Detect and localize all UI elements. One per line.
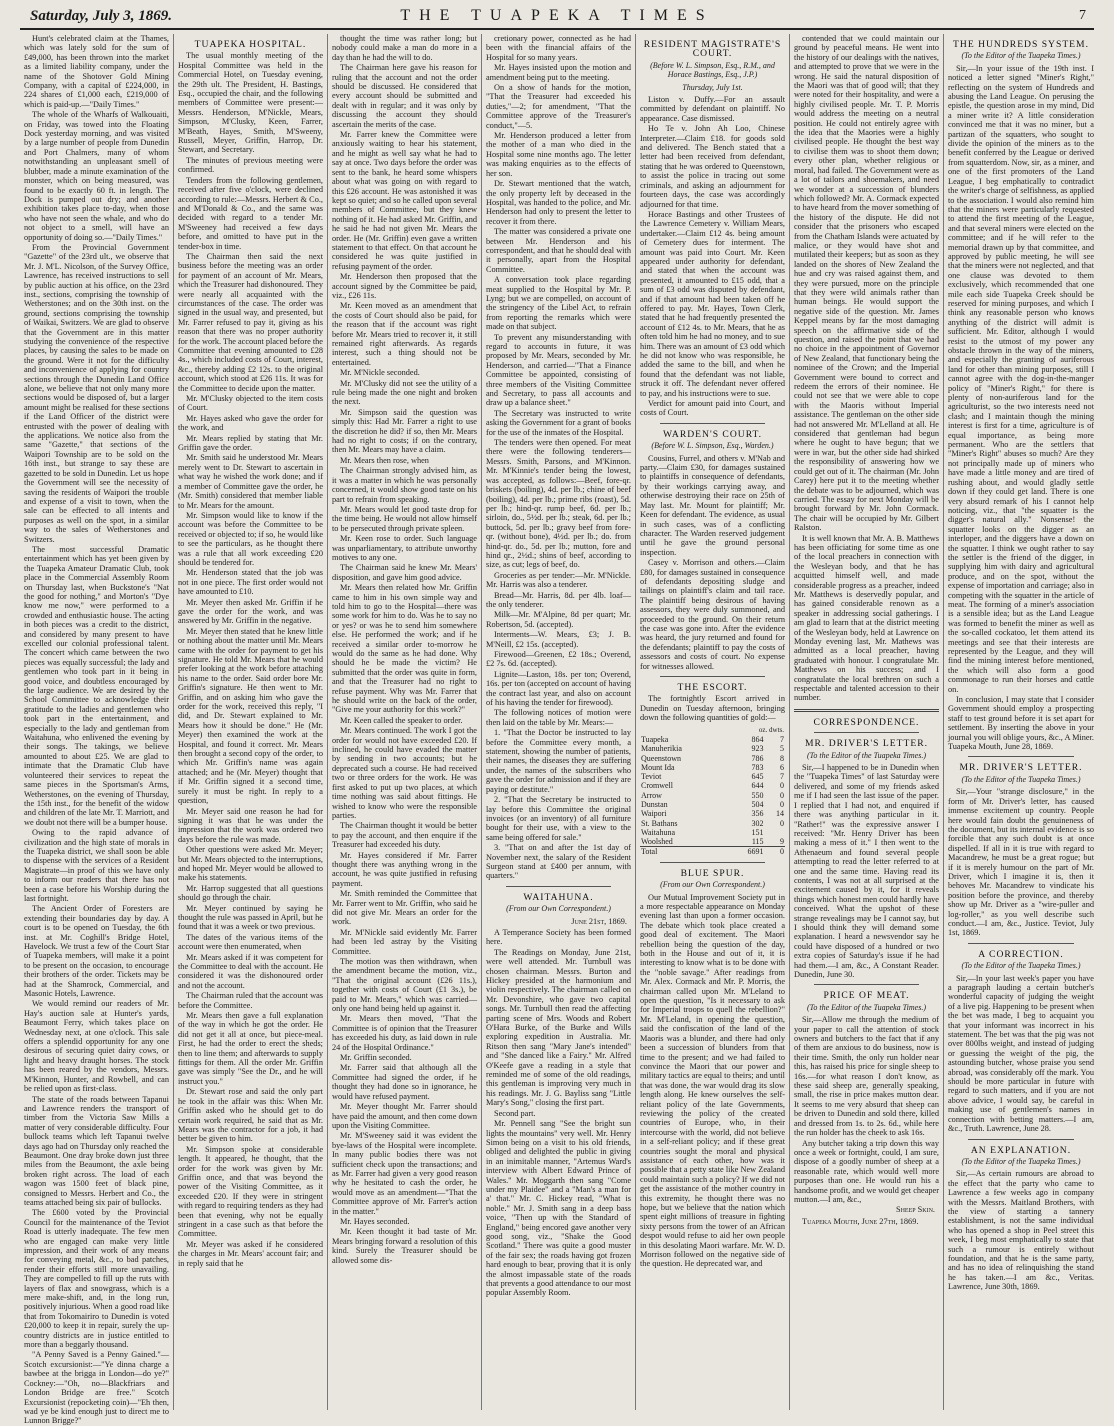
letter-address: (To the Editor of the Tuapeka Times.) xyxy=(961,961,1081,971)
columns xyxy=(20,34,1100,1426)
escort-place: Dunstan xyxy=(641,800,668,809)
section-divider xyxy=(660,423,765,424)
section-heading-escort: THE ESCORT. xyxy=(677,682,748,693)
report-paragraph: Mr. Simpson would like to know if the account was before the Committee to be received or objected to; if so, he would like to see the particulars, as he thought there was a rule that all work exceeding £20 should be tendered for. xyxy=(178,510,323,567)
report-paragraph: The Readings on Monday, June 21st, were well attended. Mr. Turnbull was chosen chairman. Messrs. Burton and Hickey presided at the harmonium and violin respectively. The chairman called on Mr. Devonshire, who gave two capital songs. Mr. Turnbull then read the affecting parting scene of Mrs. Woods and Robert O'Hara Burke, of the Burke and Wills exploring expedition in Australia. Mr. Ritson then sang "Mary Jane's intended" and "She danced like a Fairy." Mr. Alfred O'Keefe gave a reading in a style that reminded me of some of the old readings, this gentleman is improving very much in his readings. Mr. J. G. Bayliss sang "Little Mary's Song," closing the first part. xyxy=(486,947,631,1108)
table-header-cell xyxy=(640,726,728,735)
escort-ounces: 115 xyxy=(751,837,764,847)
escort-place: Woolshed xyxy=(641,837,673,847)
escort-ounces: 783 xyxy=(751,762,764,772)
section-heading-correspondence: CORRESPONDENCE. xyxy=(813,716,920,728)
report-paragraph: 2. "That the Secretary be instructed to lay before this Committee the original invoices (or an inventory) of all furniture bought for their use, with a view to the same being offered for sale." xyxy=(486,795,631,842)
table-header-cell: oz. dwts. xyxy=(758,725,784,734)
court-paragraph: Horace Bastings and other Trustees of the Lawrence Cemetery v. William Mears, undertaker.—Claim £12 4s. being amount of Cemetery dues for interment. The amount was paid into Court. Mr. Keen appeared under authority for defendant, and stated that when the account was presented, it amounted to £15 odd, that a sum of £3 odd was disputed by defendant, and if that amount had been taken off he offered to pay. Mr. Hayes, Town Clerk, stated that he had frequently presented the account of £12 4s. to Mr. Mears, that he as often told him he had no money, and to sue him. There was an amount of £3 odd which he did not know who was responsible, he added the same to the bill, and when he found that the defendant was not liable, struck it off. The defendant never offered to pay, and his instructions were to sue. xyxy=(640,209,785,398)
report-paragraph: Mr. Hayes considered if Mr. Farrer thought there was anything wrong in the account, he was quite justified in refusing payment. xyxy=(332,850,477,888)
report-paragraph: The tenders were then opened. For meat there were the following tenderers—Messrs. Smith, Parsons, and M'Kinnon. Mr. M'Kinnie's tender being the lowest, was accepted, as follows:—Beef, fore-qr. briskets (boiling), 4d. per lb.; chine of beef (boiling), 4d. per lb.; prime ribs (roast), 5d. per lb.; hind-qr. rump beef, 6d. per lb.; sirloin, do., 5½d. per lb.; steak, 6d. per lb.; buttock, 5d. per lb.; gravy beef from fore-qr. (without bone), 4½d. per lb.; do. from hind-qr. do., 5d. per lb.; mutton, fore and hind qr., 2½d.; shins of beef, according to size, as cut; legs of beef, do. xyxy=(486,438,631,570)
section-divider xyxy=(660,862,765,863)
report-paragraph: Mr. Hayes asked who gave the order for the work, and xyxy=(178,413,323,433)
report-paragraph: Mr. M'Sweeney said it was evident the bye-laws of the Hospital were incomplete. In many public bodies there was not sufficient check upon the transactions; and as Mr. Farrer had given a very good reason why he hesitated to cash the order, he would move as an amendment—"That the Committee approve of Mr. Farrer's action in the matter." xyxy=(332,1131,477,1216)
letter-address: (To the Editor of the Tuapeka Times.) xyxy=(961,774,1081,784)
report-paragraph: The motion was then withdrawn, when the amendment became the motion, viz., "That the original account (£26 11s.), together with costs of Court (£1 3s.), be paid to Mr. Mears," which was carried—only one hand being held up against it. xyxy=(332,957,477,1014)
report-paragraph: Other questions were asked Mr. Meyer; but Mr. Mears objected to the interruptions, and hoped Mr. Meyer would be allowed to make his statements. xyxy=(178,845,323,883)
table-row xyxy=(640,837,785,847)
table-row xyxy=(640,800,785,809)
report-paragraph: Mr. Simpson said the question was simply this: Had Mr. Farrer a right to use the discretion he did? if so, then Mr. Mears had no right to costs; if on the contrary, then Mr. Mears may have a claim. xyxy=(332,407,477,455)
letter-heading: MR. DRIVER'S LETTER. xyxy=(959,762,1083,774)
escort-ounces: 645 xyxy=(751,772,764,782)
report-paragraph: Mr. Henderson then proposed that the account signed by the Committee be paid, viz., £26 11s. xyxy=(332,272,477,300)
report-paragraph: Our Mutual Improvement Society put in a more respectable appearance on Monday evening last than upon a former occasion. The debate which took place created a good deal of excitement. The Maori rebellion being the question of the day, both in the House and out of it, it is interesting to know what is to be done with the "noble savage." After readings from Mr. Alex. Cormack and Mr. P. Morris, the chairman called upon Mr. M'Leland to open the question, "Is it necessary to ask for Imperial troops to quell the rebellion?" Mr. M'Leland, in opening the question, said the confiscation of the land of the Maoris was a blunder, and there had only been a succession of blunders from that time to the present; and we had failed to convince the Maori that our power and military tactics are equal to theirs; and until that was done, the war would drag its slow length along. He knew ourselves the self-reliant policy of the late Governments, reviewing the policy of the created countries of Europe, who, in their intercourse with the world, did not believe in a self-reliant policy; and if these great countries sought the moral and physical assistance of each other, how was it possible that a petty state like New Zealand could maintain such a policy? If we did not get the assistance of the mother country in this extremity, he thought there was no hope, but we believe that the nation which spent eight millions of treasure in fighting sixty persons from the tower of an African despot would refuse to aid her own people in this desolating Maori warfare. Mr. W. D. Morrison followed on the negative side of the question. He deprecated war, and xyxy=(640,892,785,1269)
report-paragraph: Mr. Meyer then stated that he knew little or nothing about the matter until Mr. Mears came with the order for payment to get his signature. He told Mr. Mears that he would prefer looking at the work before attaching his name to the order. Said order bore Mr. Griffin's signature. He then went to Mr. Griffin, and on asking him who gave the order for the work, received this reply, "I did, and Dr. Stewart explained to Mr. Mears how it should be done." He (Mr. Meyer) then examined the work at the Hospital, and found it correct. Mr. Mears then brought a second copy of the order, to which Mr. Griffin's name was again attached; and he (Mr. Meyer) thought that if Mr. Griffin signed it a second time, surely it must be right. In reply to a question, xyxy=(178,626,323,806)
report-paragraph: Mr. Mears replied by stating that Mr. Griffin gave the order. xyxy=(178,433,323,453)
report-paragraph: thought the time was rather long; but nobody could make a man do more in a day than he had the will to do. xyxy=(332,34,477,62)
report-paragraph: Mr. Griffin seconded. xyxy=(340,1053,412,1063)
newspaper-title: THE TUAPEKA TIMES xyxy=(400,7,714,24)
news-paragraph: Hunt's celebrated claim at the Thames, which was lately sold for the sum of £49,000, has been thrown into the market as a limited liability company, under the name of the Shotover Gold Mining Company, with a capital of £224,000, in 224 shares of £1,000 each, £219,000 of which is paid-up.—"Daily Times." xyxy=(24,34,169,109)
report-paragraph: Mr. Mears would let good taste drop for the time being. He would not allow himself to be persecuted through private spleen. xyxy=(332,504,477,533)
table-row xyxy=(640,772,785,781)
letter-address: (To the Editor of the Tuapeka Times.) xyxy=(806,1002,927,1012)
letter-heading: AN EXPLANATION. xyxy=(970,1144,1072,1156)
report-paragraph: A conversation took place regarding meat supplied to the Hospital by Mr. P. Lyng; but we are compelled, on account of the stringency of the Libel Act, to refrain from reporting the remarks which were made on that subject. xyxy=(486,275,631,332)
news-paragraph: The £600 voted by the Provincial Council for the maintenance of the Teviot Road is utterly inadequate. The few men who are engaged can make very little impression, and their work of any means for conveying metal, &c., to bad patches, render their efforts still more unavailing. They are compelled to fill up the ruts with layers of flax and snowgrass, which is a mere make-shift, and, in the long run, positively injurious. When a good road like that from Tokomairiro to Dunedin is voted £20,000 to keep it in repair, surely the up-country districts are in justice entitled to more than a beggarly thousand. xyxy=(24,1208,169,1350)
escort-place: Tuapeka xyxy=(641,734,669,744)
report-paragraph: Mr. M'Nickle seconded. xyxy=(340,368,420,378)
report-paragraph: Mr. Mears continued. The work I got the order for would not have exceeded £20. If inclined, he could have evaded the matter by sending in two accounts; but he deprecated such a course. He had received two or three orders for the work. He was first asked to put up two places, at which time nothing was said about fittings. He wished to know who were the responsible parties. xyxy=(332,726,477,820)
dateline: June 21st, 1869. xyxy=(571,916,627,926)
report-paragraph: The Chairman ruled that the account was before the Committee. xyxy=(178,991,323,1010)
letter-heading: A CORRECTION. xyxy=(978,948,1064,960)
table-total-row xyxy=(640,847,785,857)
section-divider xyxy=(814,732,919,733)
report-paragraph: Mr. Keen thought it bad taste of Mr. Mears bringing forward a resolution of this kind. Surely the Treasurer should be allowed some dis- xyxy=(332,1227,477,1265)
court-date: Thursday, July 1st. xyxy=(682,82,743,92)
table-row xyxy=(640,781,785,790)
report-paragraph: Mr. Meyer thought Mr. Farrer should have paid the amount, and then come down upon the Visiting Committee. xyxy=(332,1102,477,1130)
report-paragraph: A Temperance Society has been formed here. xyxy=(486,927,631,947)
report-paragraph: Firewood—Greenen, £2 18s.; Overend, £2 7s. 6d. (accepted). xyxy=(486,650,631,669)
letter-paragraph: Sir,—Allow me through the medium of your paper to call the attention of stock owners and butchers to the fact that if any of them are anxious to do business, now is their time. Smith, the only run holder near this, has raised his price for single sheep to 16s.—for what reason I don't know, as these said sheep are, generally speaking, small, the rise in price makes mutton dear. It seems to me very absurd that sheep can be driven to Dunedin and sold there, killed and dressed from 1s. to 2s. 6d., while here the run holder has the cheek to ask 16s. xyxy=(794,1015,939,1138)
report-paragraph: Mr. Keen moved as an amendment that the costs of Court should also be paid, for the reason that if the account was right before Mr. Mears tried to recover it, it still remained right afterwards. As regards interest, such a thing should not be entertained. xyxy=(332,301,477,367)
escort-pennyweights: 6 xyxy=(780,762,784,772)
report-paragraph: Milk—Mr. M'Alpine, 8d per quart; Mr. Robertson, 5d. (accepted). xyxy=(486,610,631,629)
escort-ounces: 864 xyxy=(751,734,764,744)
double-rule xyxy=(794,709,939,712)
escort-place: Cromwell xyxy=(641,781,673,791)
escort-total-ounces: 6691 xyxy=(728,847,765,857)
court-paragraph: Cousins, Furrel, and others v. M'Nab and party.—Claim £30, for damages sustained to plaintiffs in consequence of defendants, by their workings carrying away, and otherwise destroying their race on 25th of May last. Mr. Mount for plaintiff; Mr. Keen for defendant. The evidence, as usual in such cases, was of a conflicting character. The Warden reserved judgement until he gave the ground personal inspection. xyxy=(640,453,785,557)
report-paragraph: Mr. Simpson spoke at considerable length. It appeared, he thought, that the order for the work was given by Mr. Griffin once, and that was beyond the power of the Visiting Committee, as it exceeded £20. If they were in stringent with regard to requiring tenders as they had been that evening, why not be equally stringent in a case such as that before the Committee. xyxy=(178,1144,323,1239)
letter-paragraph: Sir,—In your last week's paper you have a paragraph lauding a certain butcher's wonderful capacity of judging the weight of a live pig. Happening to be present when the bet was made, I beg to acquaint you that your informant was incorrect in his statement. The bet was that the pig was not over 800lbs weight, and instead of judging or guessing the weight of the pig, the astounding butcher, whose praise you send abroad, was considerably off the mark. You should be more particular in future with regard to such matters, and if you are not above advice, I would say, be careful in making use of gentlemen's names in connection with betting matters.—I am, &c., Truth. Lawrence, June 28. xyxy=(948,973,1094,1134)
escort-ounces: 356 xyxy=(751,809,764,819)
report-paragraph: The Chairman here gave his reason for ruling that the account and not the order should be discussed. He considered that every account should be submitted and dealt with in regular; and it was only by discussing the account they should ascertain the merits of the case. xyxy=(332,63,477,129)
report-paragraph: Dr. Stewart mentioned that the watch, the only property left by deceased in the Hospital, was handed to the police, and Mr. Henderson had only to present the letter to recover it from there. xyxy=(486,179,631,226)
masthead xyxy=(20,6,1094,30)
escort-ounces: 504 xyxy=(751,800,764,809)
letter-address: (To the Editor of the Tuapeka Times.) xyxy=(806,750,927,760)
report-paragraph: Mr. Keen rose to order. Such language was unparliamentary, to attribute unworthy motives to any one. xyxy=(332,534,477,562)
correspondent-note: (From our Own Correspondent.) xyxy=(660,880,765,890)
report-paragraph: Groceries as per tender:—Mr. M'Nickle. Mr. Harris was also a tenderer. xyxy=(486,570,631,590)
report-paragraph: Mr. Henderson produced a letter from the mother of a man who died in the Hospital some nine months ago. The letter was making enquiries as to the effects of her son. xyxy=(486,131,631,178)
letter-heading: THE HUNDREDS SYSTEM. xyxy=(953,39,1089,50)
report-paragraph: Mr. Smith said he understood Mr. Mears merely went to Dr. Stewart to ascertain in what way he wished the work done; and if a member of Committee gave the order, he (Mr. Smith) considered that member liable to Mr. Mears for the amount. xyxy=(178,453,323,510)
report-paragraph: Mr. Meyer continued by saying he thought the rule was passed in April, but he found that it was a week or two previous. xyxy=(178,903,323,932)
news-paragraph: "A Penny Saved is a Penny Gained."—Scotch excursionist:—"Ye dinna charge a bawbee at the brigga in London—do ye?" Cockney:—"Oh, no—Blackfriars and London Bridge are free." Scotch Excursionist (repocketing coin)—"Eh then, wad ye be kind enough just to direct me to Lunnon Brigge?" xyxy=(24,1350,169,1426)
report-paragraph: Tenders from the following gentlemen, received after five o'clock, were declined according to rule:—Messrs. Herbert & Co., and M'Donald & Co., and the same was decided with regard to a tender Mr. M'Sweeney had received a few days before, and omitted to have put in the tender-box in time. xyxy=(178,175,323,251)
court-bench-note: (Before W. L. Simpson, Esq., Warden.) xyxy=(651,441,774,451)
news-paragraph: The Ancient Order of Foresters are extending their boundaries day by day. A court is to be opened on Tuesday, the 6th inst. at Mr. Coghill's Bridge Hotel, Havelock. We trust a few of the Court Star of Tuapeka members, will make it a point to be present on the occasion, to encourage their brothers of the order. Tickets may be had at the Shamrock, Commercial, and Masonic Hotels, Lawrence. xyxy=(24,904,169,999)
report-paragraph: Mr. M'Clusky did not see the utility of a rule being made the one night and broken the next. xyxy=(332,378,477,407)
table-row xyxy=(640,809,785,818)
section-divider xyxy=(968,756,1074,757)
escort-place: Waitahuna xyxy=(641,827,676,837)
report-paragraph: Mr. Farrer knew the Committee were anxiously waiting to hear his statement, and he might as well say what he had to say at once. Two days before the order was sent to the bank, he heard some whispers about what was going on with regard to this £26 account. He was astonished it was kept so quiet; and so he called upon several members of Committee, but they knew nothing of it. He had asked Mr. Griffin, and he said he had not given Mr. Mears the order. He (Mr. Griffin) even gave a written statement to that effect. On that account he considered he was quite justified in refusing payment of the order. xyxy=(332,130,477,271)
news-paragraph: The state of the roads between Tapanui and Lawrence renders the transport of timber from the Victoria Saw Mills a matter of very considerable difficulty. Four bullock teams which left Tapanui twelve days ago had on Thursday only reached the Beaumont. One dray broke down just three miles from the Beaumont, the axle being broken right across. The load of each wagon was 1500 feet of black pine, consigned to Messrs. Herbert and Co., the teams attached being six pair of bullocks. xyxy=(24,1094,169,1207)
report-paragraph: The Secretary was instructed to write asking the Government for a grant of books for the use of the inmates of the Hospital. xyxy=(486,408,631,437)
report-paragraph: Dr. Stewart rose and said the only part he took in the affair was this: When Mr. Griffin asked who he should get to do certain work required, he said that as Mr. Mears was the contractor for a job, it had better be given to him. xyxy=(178,1087,323,1144)
section-heading-waitahuna: WAITAHUNA. xyxy=(523,891,594,903)
table-row xyxy=(640,791,785,800)
table-row xyxy=(640,828,785,837)
gold-escort-table xyxy=(640,726,785,857)
report-paragraph: Mr. Smith reminded the Committee that Mr. Farrer went to Mr. Griffin, who said he did not give Mr. Mears an order for the work. xyxy=(332,889,477,927)
letter-paragraph: Sir,—Your "strange disclosure," in the form of Mr. Driver's letter, has caused immense excitement up country. People here would fain doubt the genuineness of the document, but its internal evidence is so forcible that any such doubt is at once dispelled. If all in it is true with regard to Macandrew, he must be a great rogue; but if it is merely humour on the part of Mr. Driver, which I imagine it is, then it behoves Mr. Macandrew to vindicate his position before the province, and thereby show up Mr. Driver as a "wire-puller and log-roller," as you well describe such conduct.—I am, &c., Justice. Teviot, July 1st, 1869. xyxy=(948,787,1094,938)
escort-ounces: 550 xyxy=(751,790,764,800)
letter-paragraph: Sir,—In your issue of the 19th inst. I noticed a letter signed "Miner's Right," reflecting on the system of Hundreds and abusing the Land League. On perusing the epistle, the question arose in my mind, Did a miner write it? A little consideration convinced me that it was no miner, but a partizan of the squatters, who sought to divide the opinion of the miners as to the benefit conferred by the League or derived from squatterdom. Now, sir, as a miner, and one of the first promoters of the Land League, I beg emphatically to contradict the writer's charge of selfishness, as applied to the association. I would also remind him that the miners were particularly requested to attend the first meeting of the League, and that several miners were elected on the committee; and if he will refer to the memorial drawn up by that committee, and approved by public meeting, he will see that the miners were not neglected, and that one clause was devoted to them exclusively, which recommended that one mile each side Tuapeka Creek should be reserved for mining purposes, and which I think any reasonable person who knows anything of the district will admit is sufficient. Mr. Editor, although I would resist to the utmost of my power any obstacle thrown in the way of the miners, and especially the granting of auriferous land for other than mining purposes, still I cannot agree with the dog-in-the-manger policy of "Miner's Right," for there is plenty of non-auriferous land for the agriculturist, so the two interests need not clash; and I maintain though the mining interest is first for a time, agriculture is of equal importance, as being more permanent. Who are the settlers that "Miner's Right" abuses so much? Are they not principally made up of miners who have made a little money and are tired of rushing about, and would gladly settle down if they could get land. There is one very absurd remark of his I cannot help noticing, viz., that "the squatter is the digger's natural ally." Nonsense! the squatter looks on the digger as an interloper, and the diggers have a down on the squatter. I think we ought rather to say the settler is the friend of the digger, in supplying him with dairy and agricultural produce, and on the spot, without the expense of importation and carriage; also in competing with the squatter in the article of meat. The forming of a miner's association is a sensible idea; but as the Land League was formed to benefit the miner as well as the so-called cockatoo, let them attend its meetings and see that their interests are represented by the League, and they will find the mining interest before mentioned, the which will also form a good commonage to run their horses and cattle on. xyxy=(948,63,1094,694)
escort-ounces: 786 xyxy=(751,753,764,763)
letter-paragraph: Sir,—As certain rumours are abroad to the effect that the party who came to Lawrence a few weeks ago in company with the Messrs. Maitland Brothers, with the view of starting a tannery establishment, is not the same individual who has opened a shop in Peel street this week, I beg most emphatically to state that such a rumour is entirely without foundation, and that he is the same party, and has no idea of relinquishing the stand he has taken.—I am &c., Veritas. Lawrence, June 30th, 1869. xyxy=(948,1169,1094,1292)
report-paragraph: cretionary power, connected as he had been with the financial affairs of the Hospital for so many years. xyxy=(486,34,631,62)
report-paragraph: contended that we could maintain our ground by peaceful means. He went into the history of our dealings with the natives, and attempted to prove that we were in the wrong. He said the natural disposition of the Maori was that of good will; that they were noted for their hospitality, and were a highly civilised people. Mr. T. P. Morris would address the meeting on a neutral position. He could not entirely agree with the idea that the Maories were a highly civilised people. He thought the best way to civilise them was to shoot them down; every other plan, whether religious or moral, had failed. The Government were as a lot of tailors and shoemakers, and need we wonder at a succession of blunders which followed? Mr. A. Cormack expected to have heard from the mover something of the history of the dispute. He did not consider that the prisoners who escaped from the Chatham Islands were actuated by malice, or they would have shot and mutilated their keepers; but as soon as they landed on the shores of New Zealand the hue and cry was raised against them, and they were pursued, more on the principle that they were wild animals rather than human beings. He would support the negative side of the question. Mr. James Keppel means by far the most damaging speech on the affirmative side of the question, and raised the point that we had no choice in the appointment of Governor of New Zealand, that functionary being the nominee of the Crown; and the Imperial Government were bound to correct and redeem the errors of their nominee. He could not see that we were able to cope with the Maoris without Imperial assistance. The gentleman on the other side had not answered Mr. M'Lelland at all. He considered that gentleman had begun where he ought to have begun; that we were in war, but the other side had shirked the responsibility of answering how we could get out of it. The chairman (Mr. John Carey) here put it to the meeting whether the debate was to be adjourned, which was carried. The essay for next Monday will be brought forward by Mr. John Cormack. The chair will be occupied by Mr. Gilbert Ralston. xyxy=(794,34,939,533)
letter-paragraph: In conclusion, I may state that I consider Government should employ a prospecting staff to test ground before it is set apart for settlement. By inserting the above in your journal you will oblige yours, &c., A Miner. Tuapeka Mouth, June 28, 1869. xyxy=(948,695,1094,752)
section-heading-blue-spur: BLUE SPUR. xyxy=(680,867,745,879)
escort-place: Mount Ida xyxy=(641,762,675,772)
report-paragraph: Mr. Meyer said one reason he had for signing it was that he was under the impression that the work was ordered two days before the rule was made. xyxy=(178,806,323,844)
column-1 xyxy=(20,34,174,1426)
escort-pennyweights: 0 xyxy=(780,781,784,791)
section-divider xyxy=(660,676,765,677)
report-paragraph: Mr. Keen called the speaker to order. xyxy=(340,715,463,725)
escort-ounces: 151 xyxy=(751,827,764,837)
escort-place: Teviot xyxy=(641,772,662,782)
report-paragraph: The Chairman thought it would be better to pay the account, and then enquire if the Treasurer had exceeded his duty. xyxy=(332,821,477,850)
report-paragraph: Mr. Mears asked if it was competent for the Committee to deal with the account. He considered it was the dishonoured order and not the account. xyxy=(178,952,323,990)
report-paragraph: On a show of hands for the motion, "That the Treasurer had exceeded his duties,"—2; for amendment, "That the Committee approve of the Treasurer's conduct,"—5. xyxy=(486,83,631,130)
column-6 xyxy=(790,34,944,1410)
court-paragraph: Verdict for amount paid into Court, and costs of Court. xyxy=(640,399,785,418)
news-paragraph: The most successful Dramatic entertainment which has yet been given by the Tuapeka Amateur Dramatic Club, took place in the Commercial Assembly Room on Thursday last, when Buckstone's "Nat the good for nothing," and Morton's "Dye know me now," were performed to a crowded and enthusiastic house. The acting in both pieces was a credit to the district, and considered by many present to have excelled our colonial professional talent. The concert which came between the two pieces was equally successful; the lady and gentlemen who took part in it being in good voice, and doubtless encouraged by the large audience. We are desired by the School Committee to acknowledge their gratitude to the ladies and gentlemen who took part in the entertainment, and especially to the lady and gentleman from Waitahuna, who enlivened the evening by their songs. The takings, we believe amounted to about £25. We are glad to intimate that the Dramatic Club have volunteered their services to repeat the same pieces in the Sportsman's Arms, Wetherstones, on the evening of Thursday, the 15th inst., for the benefit of the widow and children of the late Mr. T. Marriott, and we doubt not there will be a bumper house. xyxy=(24,544,169,827)
escort-place: Manuherikia xyxy=(641,744,682,754)
table-row xyxy=(640,735,785,744)
letter-address: (To the Editor of the Tuapeka Times.) xyxy=(961,1156,1081,1166)
report-paragraph: The minutes of previous meeting were confirmed. xyxy=(178,155,323,175)
report-paragraph: It is well known that Mr. A. B. Matthews has been officiating for some time as one of the local preachers in connection with the Wesleyan body, and that he has acquitted himself well, and made considerable progress as a preacher, indeed Mr. Matthews is deservedly popular, and has gained considerable renown as a speaker in addressing social gatherings. I am glad to learn that at the district meeting of the Wesleyan body, held at Lawrence on Monday evening last, Mr. Mathews was admitted as a local preacher, having graduated with honour. I congratulate Mr. Matthews on his success; and I congratulate the local brethren on such a respectable and talented accession to their number. xyxy=(794,533,939,703)
section-heading-hospital: TUAPEKA HOSPITAL. xyxy=(194,39,307,50)
report-paragraph: To prevent any misunderstanding with regard to accounts in future, it was proposed by Mr. Mears, seconded by Mr. Henderson, and carried—"That a Finance Committee be appointed, consisting of three members of the Visiting Committee and Secretary, to pass all accounts and draw up a balance sheet." xyxy=(486,332,631,408)
column-5 xyxy=(636,34,790,1410)
report-paragraph: Mr. M'Clusky objected to the item costs of Court. xyxy=(178,394,323,413)
report-paragraph: 1. "That the Doctor be instructed to lay before the Committee every month, a statement, showing the number of patients, their names, the diseases they are suffering under, the names of the subscribers who gave the order for admission and if they are paying or destitute." xyxy=(486,728,631,794)
escort-intro: The fortnightly Escort arrived in Dunedin on Tuesday afternoon, bringing down the following quantities of gold:— xyxy=(640,694,785,723)
report-paragraph: Mr. Mears then related how Mr. Griffin came to him in his own simple way and told him to go to the Hospital—there was some work for him to do. Was he to say no or yes? or was he to send him somewhere else. He performed the work; and if he received a similar order to-morrow he would do the same as he had done. Why should he be made the victim? He submitted that the order was quite in form, and that the Treasurer had no right to refuse payment. Why was Mr. Farrer that he should write on the back of the order, "Give me your authority for this work?" xyxy=(332,583,477,715)
escort-pennyweights: 0 xyxy=(780,818,784,828)
report-paragraph: Mr. Farrer said that although all the Committee had signed the order, if he thought they had done so in ignorance, he would have refused payment. xyxy=(332,1063,477,1101)
section-divider xyxy=(968,1139,1074,1140)
correspondent-note: (From our Own Correspondent.) xyxy=(506,904,611,914)
court-paragraph: Liston v. Duffy.—For an assault committed by defendant on plaintiff. No appearance. Case dismissed. xyxy=(640,95,785,123)
issue-date: Saturday, July 3, 1869. xyxy=(30,8,172,24)
escort-pennyweights: 7 xyxy=(780,734,784,744)
letter-paragraph: Sir,—I happened to be in Dunedin when the "Tuapeka Times" of last Saturday were delivered, and some of my friends asked me if I had seen the last issue of the paper. I replied that I had not, and enquired if there was anything particular in it. "Rather!" was the expressive answer I received: "Mr. Henry Driver has been making a mess of it." I then went to the Athenaeum and found several people attempting to read the letter referred to at one and the same time. Having read its contents, I was not at all surprised at the excitement caused by it, for it reveals things which honest men could hardly have conceived. What the upshot of these strange revealings may be I cannot say, but I should think they will demand some explanation. I heard a newsvendor say he could have disposed of a hundred or two extra copies of Saturday's issue if he had had them.—I am, &c., A Constant Reader. Dunedin, June 30. xyxy=(794,763,939,979)
escort-pennyweights: 9 xyxy=(780,837,784,847)
letter-address: (To the Editor of the Tuapeka Times.) xyxy=(961,51,1081,61)
escort-total-pennyweights: 0 xyxy=(765,847,785,857)
report-paragraph: The Chairman said he knew Mr. Mears' disposition, and gave him good advice. xyxy=(332,563,477,582)
report-paragraph: Mr. Mears then rose, when xyxy=(340,455,429,465)
escort-place: Waipori xyxy=(641,809,667,819)
escort-ounces: 302 xyxy=(751,818,764,828)
letter-heading: PRICE OF MEAT. xyxy=(823,990,910,1002)
report-paragraph: The matter was considered a private one between Mr. Henderson and his correspondent, and that he should deal with it personally, apart from the Hospital Committee. xyxy=(486,227,631,274)
escort-pennyweights: 7 xyxy=(780,772,784,782)
report-paragraph: The Chairman then said the next business before the meeting was an order for payment of an account of Mr. Mears, which the Treasurer had dishonoured. They were nearly all acquainted with the circumstances of the case. The order was signed in the usual way, and presented, but Mr. Farrer refused to pay it, giving as his reason that there was no proper authority for the work. The account placed before the Committee that evening amounted to £28 4s., which included costs of Court, interest, &c., thereby adding £2 12s. to the original account, which stood at £26 11s. It was for the Committee to decide upon the matter. xyxy=(178,251,323,393)
column-2 xyxy=(174,34,328,1410)
section-heading-rm-court: RESIDENT MAGISTRATE'S COURT. xyxy=(643,39,782,60)
report-paragraph: Second part. xyxy=(494,1108,536,1118)
news-paragraph: From the Provincial Government "Gazette" of the 23rd ult., we observe that Mr. J. M'L. Nicolson, of the Survey Office, Lawrence, has received instructions to sell by public auction at his office, on the 23rd inst., sections, comprising the township of Wetherstones; and on the 30th inst. on the ground, sections comprising the township of Waikai, Switzers. We are glad to observe that the Government are in this matter studying the convenience of the respective places, by causing the sales to be made on the ground. Were it not for the difficulty and inconvenience of applying for country sections through the Dunedin Land Office alone, we believe that not only many more sections would be disposed of, but a larger amount might be realised for these sections if the Land Officer of the district were entrusted with the power of dealing with the applications. We notice also from the same "Gazette," that sections of the Waipori Township are to be sold on the 16th inst., but strange to say these are gazetted to be sold in Dunedin. Let us hope the Government will see the necessity of saving the residents of Waipori the trouble and expense of a visit to town, when the sale can be effected to all intents and purposes as well on the spot, in a similar way to the sales of Wetherstones and Switzers. xyxy=(24,242,169,544)
court-paragraph: Ho Te v. John Ah Loo, Chinese Interpreter.—Claim £18. for goods sold and delivered. The Bench stated that a letter had been received from defendant, stating that he was ordered to Queenstown, to assist the police in tracing out some criminals, and asking an adjournment for fourteen days, the case was accordingly adjourned for that time. xyxy=(640,124,785,209)
report-paragraph: Mr. Harrop suggested that all questions should go through the chair. xyxy=(178,883,323,903)
escort-ounces: 644 xyxy=(751,781,764,791)
escort-pennyweights: 8 xyxy=(780,753,784,763)
report-paragraph: Mr. Mears then gave a full explanation of the way in which he got the order. He did not get it all at once, but piece-meal. First, he had the order to erect the sheds; then to line them; and afterwards to supply fittings for them. All the order Mr. Griffin gave was simply "See the Dr., and he will instruct you." xyxy=(178,1011,323,1086)
report-paragraph: Mr. Pennell sang "See the bright sun lights the mountains" very well. Mr. Henry Simon being on a visit to his old friends, obliged and delighted the public in giving in an inimitable manner, "Artemus Ward's interview with Albert Edward Prince of Wales." Mr. Moggarth then sang "Come under my Plaidee" and a "Man's a man for a' that." Mr. C. Hickey read, "What is noble." Mr. J. Smith sang in a deep bass voice, "Then up with the Standard of England," being encored gave another very good song, viz., "Shake the Good Scotland." There was quite a good muster of the fair sex; the roads having got frozen hard enough to bear, proving that it is only the almost impassable state of the roads that prevents a good attendance to our most popular Assembly Room. xyxy=(486,1119,631,1298)
court-bench-note: (Before W. L. Simpson, Esq., R.M., and Horace Bastings, Esq., J.P.) xyxy=(650,60,775,80)
report-paragraph: The Chairman strongly advised him, as it was a matter in which he was personally concerned, it would show good taste on his part to refrain from speaking. xyxy=(332,466,477,504)
column-3 xyxy=(328,34,482,1410)
table-row xyxy=(640,754,785,763)
section-heading-wardens-court: WARDEN'S COURT. xyxy=(662,428,763,440)
section-divider xyxy=(506,886,611,887)
report-paragraph: Mr. Henderson stated that the job was not in one piece. The first order would not have amounted to £10. xyxy=(178,568,323,597)
news-paragraph: Owing to the rapid advance of civilization and the high state of morals in the Tuapeka district, we shall soon be able to dispense with the services of a Resident Magistrate—in proof of this we have only to inform our readers that there has not been a case before his Worship during the last fortnight. xyxy=(24,828,169,903)
letter-paragraph: Any butcher taking a trip down this way once a week or fortnight, could, I am sure, dispose of a goodly number of sheep at a reasonable rate, which would well more purposes than one. He would run his a handsome profit, and we would get cheaper mutton.—I am, &c., xyxy=(794,1138,939,1204)
report-paragraph: Mr. Meyer then asked Mr. Griffin if he gave the order for the work, and was answered by Mr. Griffin in the negative. xyxy=(178,597,323,626)
escort-total-label: Total xyxy=(640,847,728,857)
column-4 xyxy=(482,34,636,1410)
court-paragraph: Casey v. Morrison and others.—Claim £80, for damages sustained in consequence of defendants depositing sludge and tailings on plaintiff's claim and tail race. The plaintiff being desirous of having assessors, they were duly summoned, and proceeded to the ground. On their return the case was gone into. After the evidence was heard, the jury returned and found for the defendants; plaintiff to pay the costs of assessors and costs of court. No expense for witnesses allowed. xyxy=(640,558,785,671)
escort-ounces: 923 xyxy=(751,744,764,754)
report-paragraph: Mr. Hayes seconded. xyxy=(340,1216,410,1226)
escort-place: Queenstown xyxy=(641,753,681,763)
escort-place: St. Bathans xyxy=(641,818,678,828)
news-paragraph: The whole of the Wharfs of Walkouaiti, on Friday, was towed into the Floating Dock yesterday morning, and was visited by a large number of people from Dunedin and Port Chalmers, many of whom notwithstanding an unpleasant smell of blubber, made a minute examination of the monster, which on being measured, was found to be exactly 60 ft. in length. The Dock is pumped out dry; and another exhibition takes place to-day, when those who have not seen the whale, and who do not object to a smell, will have an opportunity of doing so.—"Daily Times." xyxy=(24,110,169,242)
letter-place-date: Tuapeka Mouth, June 27th, 1869. xyxy=(802,1216,919,1226)
report-paragraph: Mr. M'Nickle said evidently Mr. Farrer had been led astray by the Visiting Committee. xyxy=(332,927,477,956)
report-paragraph: 3. "That on and after the 1st day of November next, the salary of the Resident Surgeon stand at £400 per annum, with quarters." xyxy=(486,843,631,881)
report-paragraph: Lignite—Laston, 18s. per ton; Overend, 16s. per ton (accepted on account of having the contract last year, and also on account of his having the tender for firewood). xyxy=(486,669,631,708)
escort-place: Arrow xyxy=(641,790,662,800)
report-paragraph: Mr. Mears then moved, "That the Committee is of opinion that the Treasurer has exceeded his duty, as laid down in rule 24 of the Hospital Ordinance." xyxy=(332,1014,477,1052)
escort-pennyweights xyxy=(765,828,785,837)
letter-heading: MR. DRIVER'S LETTER. xyxy=(805,738,928,750)
report-paragraph: Mr. Hayes insisted upon the motion and amendment being put to the meeting. xyxy=(486,63,631,82)
letter-signature: Sheep Skin. xyxy=(895,1205,935,1215)
table-header-row xyxy=(640,726,785,735)
section-divider xyxy=(814,984,919,985)
report-paragraph: The usual monthly meeting of the Hospital Committee was held in the Commercial Hotel, on Tuesday evening, the 29th ult. The President, H. Bastings, Esq., occupied the chair, and the following members of Committee were present:—Messrs. Henderson, M'Nickle, Mears, Simpson, M'Clusky, Keen, Farrer, M'Beath, Hayes, Smith, M'Sweeny, Russell, Meyer, Griffin, Harrop, Dr. Stewart, and Secretary. xyxy=(178,51,323,155)
table-row xyxy=(640,744,785,753)
report-paragraph: Mr. Meyer was asked if he considered the charges in Mr. Mears' account fair; and in reply said that he xyxy=(178,1239,323,1268)
report-paragraph: The dates of the various items of the account were then enumerated, when xyxy=(178,932,323,952)
report-paragraph: Interments—W. Mears, £3; J. B. M'Neill, £2 15s. (accepted). xyxy=(486,630,631,649)
escort-pennyweights: 5 xyxy=(780,744,784,754)
table-row xyxy=(640,763,785,772)
section-divider xyxy=(968,943,1074,944)
escort-pennyweights: 14 xyxy=(776,809,784,819)
escort-pennyweights: 0 xyxy=(780,800,784,809)
table-row xyxy=(640,819,785,828)
column-7 xyxy=(944,34,1098,1410)
report-paragraph: The following notices of motion were then laid on the table by Mr. Mears:— xyxy=(486,708,631,727)
report-paragraph: Bread—Mr. Harris, 8d. per 4lb. loaf—the only tenderer. xyxy=(486,590,631,609)
escort-pennyweights: 0 xyxy=(780,790,784,800)
news-paragraph: We would remind our readers of Mr. Hay's auction sale at Hunter's yards, Beaumont Ferry, which takes place on Wednesday next, at one o'clock. This sale offers a splendid opportunity for any one desirous of securing quiet dairy cows, or light and heavy draught horses. The stock has been reared by the vendors, Messrs. M'Kinnon, Hunter, and Rowbell, and can be relied upon as first-class. xyxy=(24,999,169,1094)
page-number: 7 xyxy=(1079,8,1086,23)
